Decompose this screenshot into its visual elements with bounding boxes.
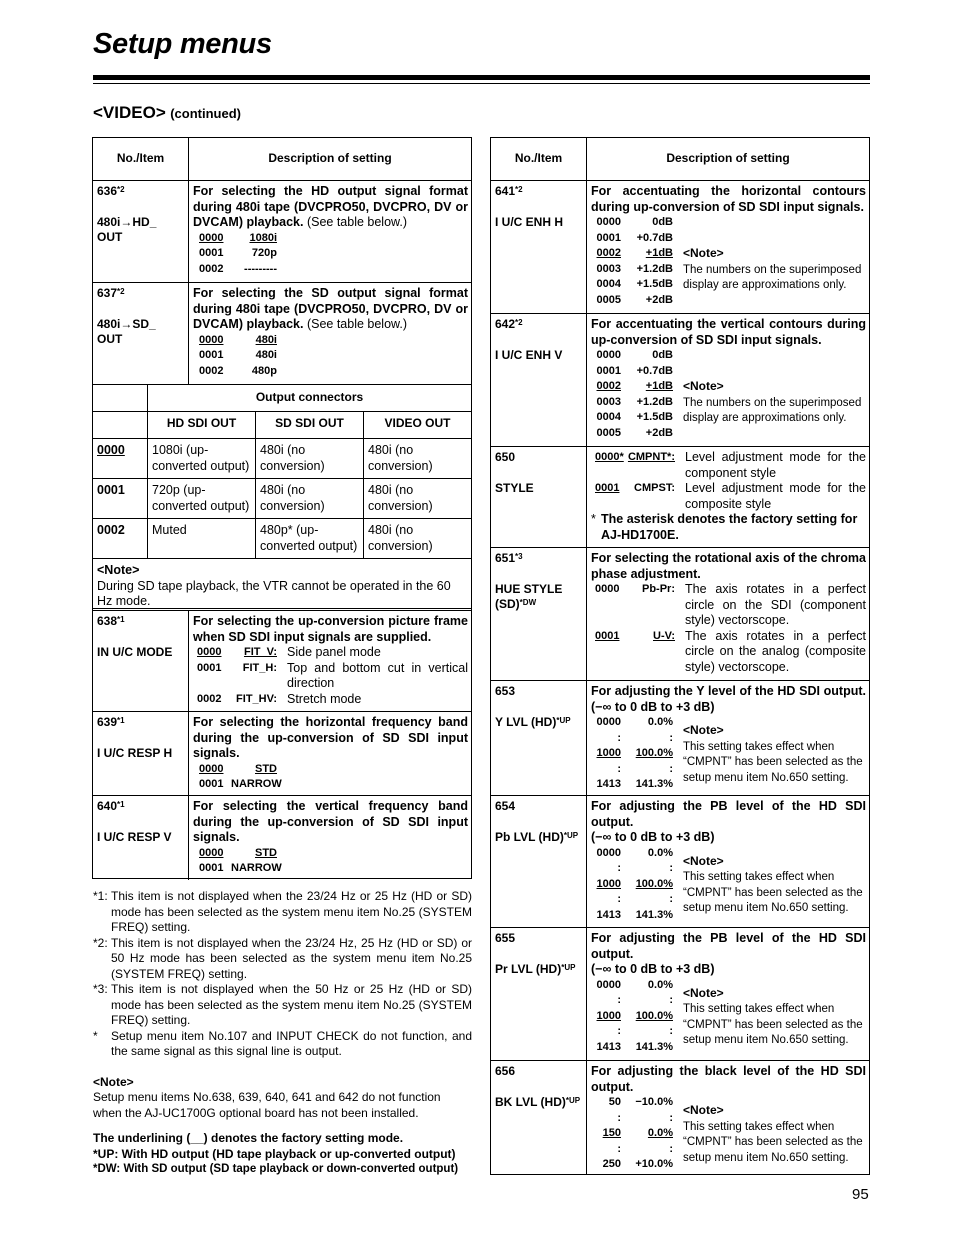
item-639: 639$^{*1}$ I U/C RESP H For selecting the horizontal frequency band during the up-conversion of SD SDI input signals. 0000 STD 0001 NARROW [93, 712, 471, 796]
title-rule [93, 75, 870, 80]
item-655: 655 Pr LVL (HD)$^{*UP}$ For adjusting the PB level of the HD SDI output. (−∞ to 0 dB to +3 dB) 0000 0.0% : : 1000 100.0% : : 1413 141.3% <Note> This setting takes effect when “CMPNT” has been selected as the setup menu item No.650 setting. [491, 928, 869, 1061]
left-table [92, 137, 472, 879]
item-638: 638$^{*1}$ IN U/C MODE For selecting the up-conversion picture frame when SD SDI input signals are supplied. 0000 FIT_V: Side panel mode 0001 FIT_H: Top and bottom cut in vertical direction 0002 FIT_HV: Stretch mode [93, 611, 471, 712]
table-header: No./Item Description of setting [491, 138, 869, 181]
option-list: 0000 1080i 0001 720p 0002 --------- [199, 231, 277, 275]
footnotes: *1: This item is not displayed when the 23/24 Hz or 25 Hz (HD or SD) mode has been selected as the system menu item No.25 (SYSTEM FREQ) setting. *2: This item is not displayed when the 23/24 Hz, 25 Hz (HD or SD) or 50 Hz mode has been selected as the system menu item No.25 (SYSTEM FREQ) setting. *3: This item is not displayed when the 50 Hz or 25 Hz (HD or SD) mode has been selected as the system menu item No.25 (SYSTEM FREQ) setting. * Setup menu item No.107 and INPUT CHECK do not function, and the same signal as this signal line is output. <Note> Setup menu items No.638, 639, 640, 641 and 642 do not function when the AJ-UC1700G optional board has not been installed. The underlining (__) denotes the factory setting mode. *UP: With HD output (HD tape playback or up-converted output) *DW: With SD output (SD tape playback or down-converted output) [93, 889, 472, 1175]
item-640: 640$^{*1}$ I U/C RESP V For selecting the vertical frequency band during the up-conversion of SD SDI input signals. 0000 STD 0001 NARROW [93, 796, 471, 880]
option-list: 0000 480i 0001 480i 0002 480p [199, 333, 277, 377]
title-rule-thin [93, 83, 870, 84]
item-641: 641$^{*2}$ I U/C ENH H For accentuating the horizontal contours during up-conversion of SD SDI input signals. 0000 0dB 0001 +0.7dB 0002 +1dB 0003 +1.2dB 0004 +1.5dB 0005 +2dB <Note> The numbers on the superimposed display are approximations only. [491, 181, 869, 314]
item-650: 650 STYLE 0000* CMPNT*: Level adjustment mode for the component style 0001 CMPST: Level adjustment mode for the composite style * The asterisk denotes the factory setting for AJ-HD1700E. [491, 447, 869, 548]
output-connectors-table: Output connectors HD SDI OUT SD SDI OUT VIDEO OUT 0000 1080i (up-converted output) 480i (no conversion) 480i (no conversion) 0001 720p (up-converted output) 480i (no conversion) 480i (no conversion) 0002 Muted 480p* (up-converted output) 480i (no conversion) [93, 385, 471, 559]
page-number: 95 [852, 1186, 869, 1203]
right-table [490, 137, 870, 1175]
item-653: 653 Y LVL (HD)$^{*UP}$ For adjusting the Y level of the HD SDI output. (−∞ to 0 dB to +3 dB) 0000 0.0% : : 1000 100.0% : : 1413 141.3% <Note> This setting takes effect when “CMPNT” has been selected as the setup menu item No.650 setting. [491, 681, 869, 796]
table-header: No./Item Description of setting [93, 138, 471, 181]
item-636: 636$^{*2}$ 480i→HD_ OUT For selecting the HD output signal format during 480i tape (DVCPRO50, DVCPRO, DV or DVCAM) playback. (See table below.) 0000 1080i 0001 720p 0002 --------- [93, 181, 471, 283]
section-heading: <VIDEO> (continued) [93, 103, 241, 122]
item-651: 651$^{*3}$ HUE STYLE (SD)$^{*DW}$ For selecting the rotational axis of the chroma phase adjustment. 0000 Pb-Pr: The axis rotates in a perfect circle on the SDI (component style) vectorscope. 0001 U-V: The axis rotates in a perfect circle on the analog (composite style) vectorscope. [491, 548, 869, 681]
item-637: 637$^{*2}$ 480i→SD_ OUT For selecting the SD output signal format during 480i tape (DVCPRO50, DVCPRO, DV or DVCAM) playback. (See table below.) 0000 480i 0001 480i 0002 480p [93, 283, 471, 385]
note-box: <Note> During SD tape playback, the VTR cannot be operated in the 60 Hz mode. [93, 559, 471, 611]
item-656: 656 BK LVL (HD)$^{*UP}$ For adjusting the black level of the HD SDI output. 50 −10.0% : : 150 0.0% : : 250 +10.0% <Note> This setting takes effect when “CMPNT” has been selected as the setup menu item No.650 setting. [491, 1061, 869, 1174]
page-title: Setup menus [93, 28, 272, 60]
item-654: 654 Pb LVL (HD)$^{*UP}$ For adjusting the PB level of the HD SDI output. (−∞ to 0 dB to +3 dB) 0000 0.0% : : 1000 100.0% : : 1413 141.3% <Note> This setting takes effect when “CMPNT” has been selected as the setup menu item No.650 setting. [491, 796, 869, 928]
item-642: 642$^{*2}$ I U/C ENH V For accentuating the vertical contours during up-conversion of SD SDI input signals. 0000 0dB 0001 +0.7dB 0002 +1dB 0003 +1.2dB 0004 +1.5dB 0005 +2dB <Note> The numbers on the superimposed display are approximations only. [491, 314, 869, 447]
